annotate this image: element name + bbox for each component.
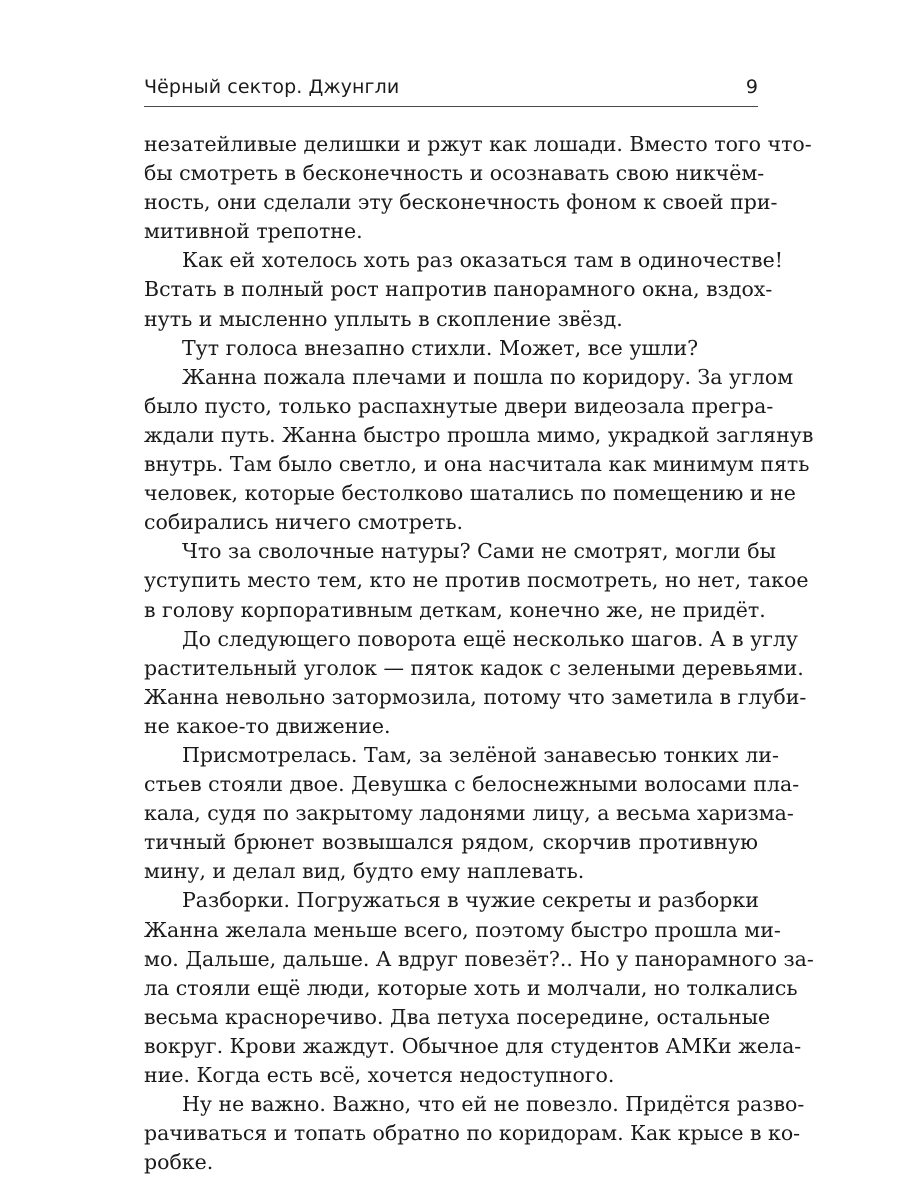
text-line: ждали путь. Жанна быстро прошла мимо, украдкой заглянув [144,422,814,447]
text-line: Разборки. Погружаться в чужие секреты и разборки [182,888,759,913]
text-line: нуть и мысленно уплыть в скопление звёзд. [144,306,623,331]
text-line: стьев стояли двое. Девушка с белоснежными волосами пла- [144,772,800,797]
text-line: Встать в полный рост напротив панорамного окна, вздох- [144,277,773,302]
text-line: тичный брюнет возвышался рядом, скорчив противную [144,830,758,855]
text-line: вокруг. Крови жаждут. Обычное для студентов АМКи жела- [144,1033,802,1058]
text-line: весьма красноречиво. Два петуха посередине, остальные [144,1004,771,1029]
header-rule [144,106,758,107]
text-line: Жанна невольно затормозила, потому что заметила в глуби- [144,684,807,709]
page-number: 9 [745,76,758,98]
text-line: Тут голоса внезапно стихли. Может, все ушли? [182,335,699,360]
text-line: внутрь. Там было светло, и она насчитала как минимум пять [144,452,810,477]
running-head [144,76,758,106]
text-line: бы смотреть в бесконечность и осознавать свою никчём- [144,161,765,186]
text-line: митивной трепотне. [144,219,363,244]
text-line: кала, судя по закрытому ладонями лицу, а весьма харизма- [144,801,794,826]
text-line: было пусто, только распахнутые двери видеозала прегра- [144,393,774,418]
text-line: ние. Когда есть всё, хочется недоступного. [144,1063,615,1087]
text-line: Ну не важно. Важно, что ей не повезло. Придётся разво- [182,1092,805,1117]
text-line: мину, и делал вид, будто ему наплевать. [144,859,585,884]
text-line: уступить место тем, кто не против посмотреть, но нет, такое [144,568,809,593]
text-line: человек, которые бестолково шатались по помещению и не [144,481,796,506]
text-line: Жанна пожала плечами и пошла по коридору. За углом [182,364,794,389]
text-line: Жанна желала меньше всего, поэтому быстро прошла ми- [144,917,781,942]
text-line: растительный уголок — пяток кадок с зелеными деревьями. [144,655,804,680]
text-line: в голову корпоративным деткам, конечно же, не придёт. [144,597,766,622]
text-line: не какое-то движение. [144,713,391,738]
running-title: Чёрный сектор. Джунгли [144,76,400,98]
text-line: незатейливые делишки и ржут как лошади. Вместо того что- [144,132,812,156]
text-line: Что за сволочные натуры? Сами не смотрят, могли бы [182,539,776,564]
text-line: Как ей хотелось хоть раз оказаться там в одиночестве! [182,248,783,273]
text-line: собирались ничего смотреть. [144,510,464,535]
text-line: рачиваться и топать обратно по коридорам. Как крысе в ко- [144,1121,801,1146]
text-line: Присмотрелась. Там, за зелёной занавесью тонких ли- [182,742,779,767]
text-line: ла стояли ещё люди, которые хоть и молчали, но толкались [144,975,798,1000]
text-line: До следующего поворота ещё несколько шагов. А в углу [182,626,798,651]
body-text [144,130,814,1177]
text-line: робке. [144,1150,214,1175]
text-line: ность, они сделали эту бесконечность фоном к своей при- [144,190,778,215]
text-line: мо. Дальше, дальше. А вдруг повезёт?.. Но у панорамного за- [144,946,814,971]
